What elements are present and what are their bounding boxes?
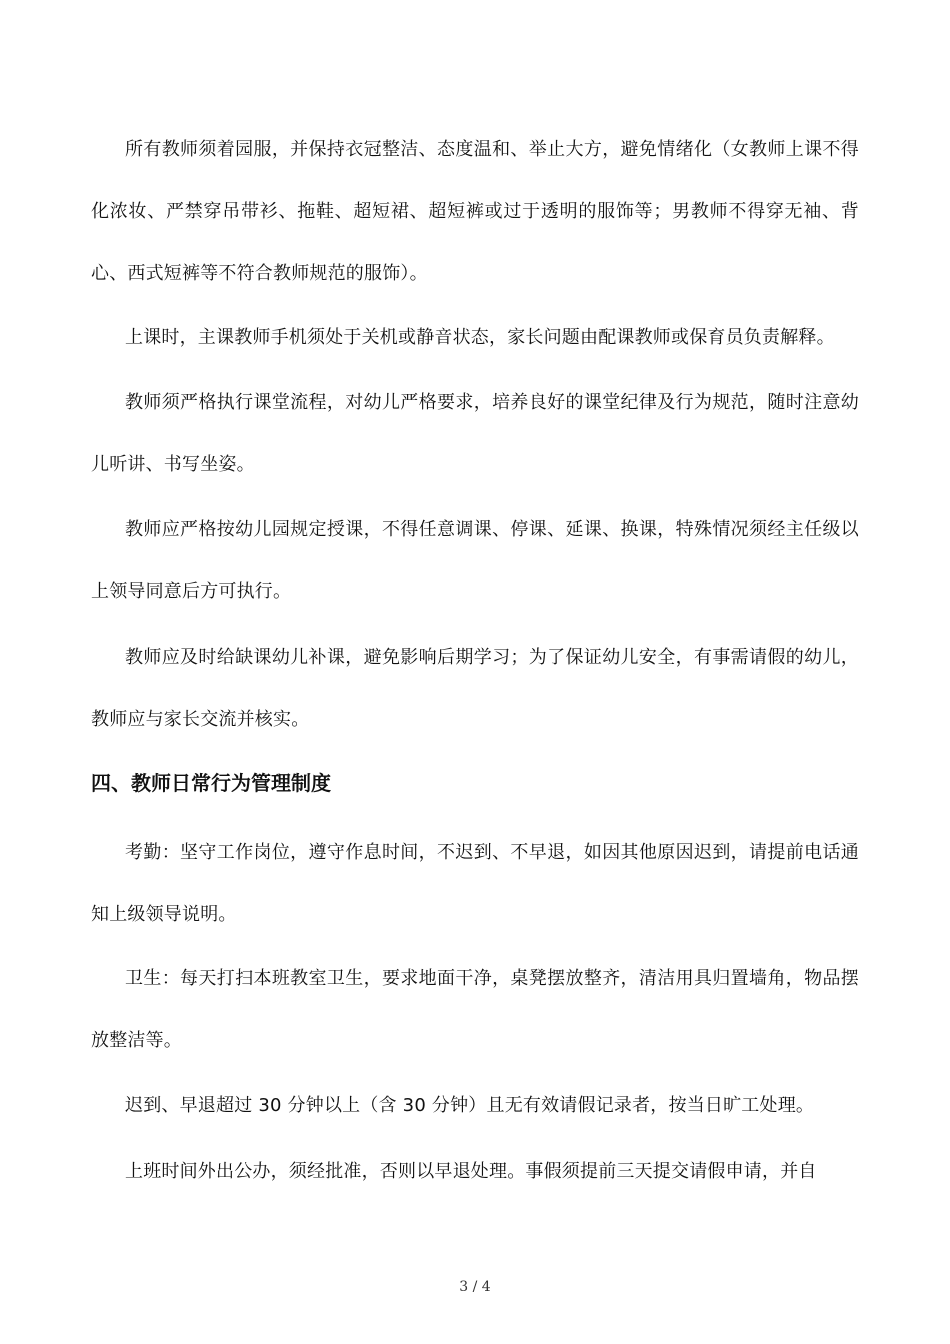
paragraph-teaching-schedule: 教师应严格按幼儿园规定授课，不得任意调课、停课、延课、换课，特殊情况须经主任级以上领导同意后方可执行。 xyxy=(91,519,859,602)
paragraph-hygiene: 卫生：每天打扫本班教室卫生，要求地面干净，桌凳摆放整齐，清洁用具归置墙角，物品摆放整洁等。 xyxy=(91,968,859,1051)
page-number: 3 / 4 xyxy=(459,1279,491,1295)
paragraph-late-leave: 迟到、早退超过 30 分钟以上（含 30 分钟）且无有效请假记录者，按当日旷工处理。 xyxy=(125,1095,815,1116)
paragraph-attendance: 考勤：坚守工作岗位，遵守作息时间，不迟到、不早退，如因其他原因迟到，请提前电话通知上级领导说明。 xyxy=(91,842,859,925)
paragraph-phone-rule: 上课时，主课教师手机须处于关机或静音状态，家长问题由配课教师或保育员负责解释。 xyxy=(125,327,835,348)
section-heading: 四、教师日常行为管理制度 xyxy=(91,771,331,795)
paragraph-class-process: 教师须严格执行课堂流程，对幼儿严格要求，培养良好的课堂纪律及行为规范，随时注意幼儿听讲、书写坐姿。 xyxy=(91,392,859,475)
paragraph-makeup-lessons: 教师应及时给缺课幼儿补课，避免影响后期学习；为了保证幼儿安全，有事需请假的幼儿，教师应与家长交流并核实。 xyxy=(91,647,859,730)
paragraph-outside-work: 上班时间外出公办，须经批准，否则以早退处理。事假须提前三天提交请假申请，并自 xyxy=(125,1161,817,1182)
paragraph-dress-code: 所有教师须着园服，并保持衣冠整洁、态度温和、举止大方，避免情绪化（女教师上课不得化浓妆、严禁穿吊带衫、拖鞋、超短裙、超短裤或过于透明的服饰等；男教师不得穿无袖、背心、西式短裤等不符合教师规范的服饰）。 xyxy=(91,139,859,284)
